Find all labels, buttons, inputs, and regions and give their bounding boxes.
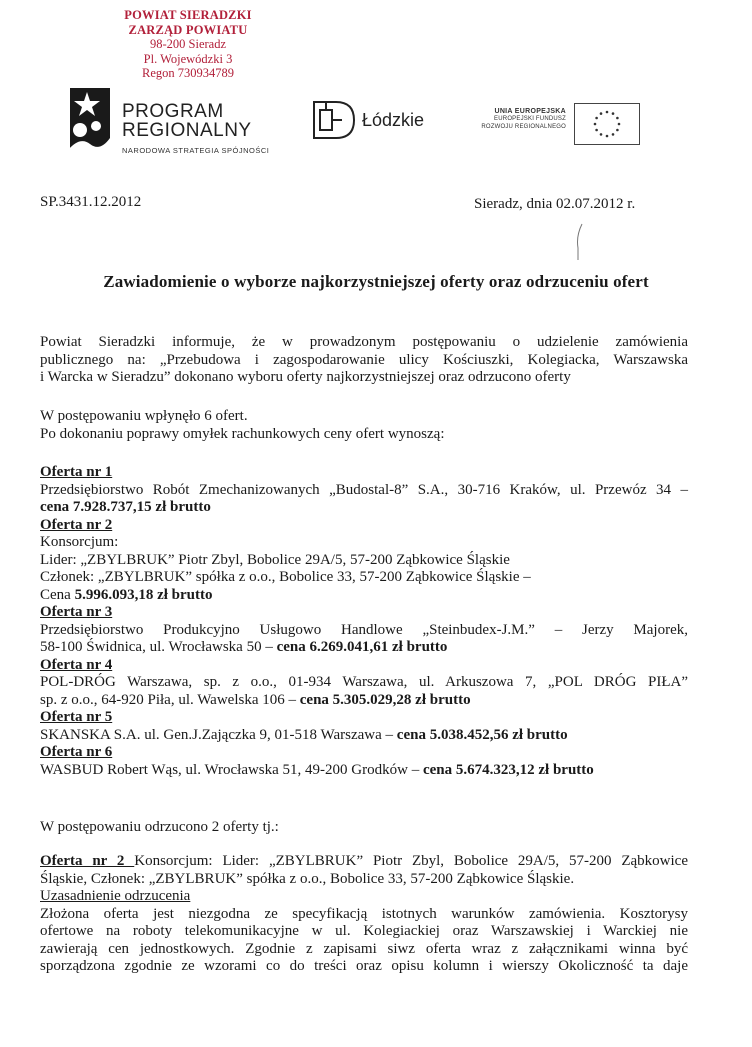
rejection-reason-heading: Uzasadnienie odrzucenia [40, 888, 191, 904]
program-line1: PROGRAM [122, 101, 224, 122]
text-line [40, 587, 688, 605]
text-line: Przedsiębiorstwo Produkcyjno Usługowo Handlowe „Steinbudex-J.M.” – Jerzy Majorek, [40, 621, 688, 638]
offer-heading: Oferta nr 2 [40, 516, 113, 533]
handwritten-mark-icon [574, 222, 584, 262]
rejected-offer-heading: Oferta nr 2 [40, 853, 135, 869]
text-fragment: Konsorcjum: Lider: „ZBYLBRUK” Piotr Zbyl, Bobolice 29A/5, 57-200 Ząbkowice [134, 853, 689, 869]
text-line: sporządzona zgodnie ze wzorami co do treści oraz opisu kolumn i wierszy Okoliczność ta daje [40, 958, 688, 974]
text-line: Po dokonaniu poprawy omyłek rachunkowych ceny ofert wynoszą: [40, 425, 445, 442]
text-fragment: WASBUD Robert Wąs, ul. Wrocławska 51, 49-200 Grodków – [40, 761, 423, 778]
offer-heading: Oferta nr 6 [40, 744, 113, 760]
text-line: POL-DRÓG Warszawa, sp. z o.o., 01-934 Warszawa, ul. Arkuszowa 7, „POL DRÓG PIŁA” [40, 674, 688, 690]
offer-heading: Oferta nr 3 [40, 604, 113, 620]
text-line: W postępowaniu wpłynęło 6 ofert. [40, 408, 248, 424]
text-line: Lider: „ZBYLBRUK” Piotr Zbyl, Bobolice 29A/5, 57-200 Ząbkowice Śląskie [40, 551, 510, 568]
stamp-line: 98-200 Sieradz [149, 37, 227, 51]
offer-price: cena 7.928.737,15 zł brutto [40, 499, 211, 515]
received-paragraph [40, 408, 688, 443]
offer-price: cena 5.305.029,28 zł brutto [299, 691, 471, 708]
offer-price: 5.996.093,18 zł brutto [74, 586, 213, 603]
offer-price: cena 5.038.452,56 zł brutto [396, 726, 568, 743]
text-line: Śląskie, Członek: „ZBYLBRUK” spółka z o.o., Bobolice 33, 57-200 Ząbkowice Śląskie. [40, 870, 575, 887]
text-line: Złożona oferta jest niezgodna ze specyfikacją istotnych warunków zamówienia. Kosztorysy [40, 905, 688, 922]
offer-heading: Oferta nr 5 [40, 709, 113, 725]
text-fragment: 58-100 Świdnica, ul. Wrocławska 50 – [40, 639, 277, 655]
eu-logo [470, 100, 645, 148]
rejected-intro: W postępowaniu odrzucono 2 oferty tj.: [40, 819, 279, 835]
text-fragment: sp. z o.o., 64-920 Piła, ul. Wawelska 106 – [40, 691, 300, 708]
program-regionalny-logo [60, 86, 290, 156]
case-number: SP.3431.12.2012 [40, 194, 142, 210]
eu-line2: EUROPEJSKI FUNDUSZ [494, 116, 566, 122]
text-line [40, 853, 688, 871]
eu-flag-icon [574, 103, 640, 145]
text-line: Członek: „ZBYLBRUK” spółka z o.o., Bobolice 33, 57-200 Ząbkowice Śląskie – [40, 569, 531, 585]
text-line: Przedsiębiorstwo Robót Zmechanizowanych „Budostal-8” S.A., 30-716 Kraków, ul. Przewóz 34 – [40, 481, 688, 498]
program-line3: NARODOWA STRATEGIA SPÓJNOŚCI [122, 146, 270, 155]
stamp-line: POWIAT SIERADZKI [124, 8, 252, 22]
rejected-section [40, 853, 688, 976]
offer-price: cena 6.269.041,61 zł brutto [276, 639, 448, 655]
text-line: Powiat Sieradzki informuje, że w prowadzonym postępowaniu o udzielenie zamówienia [40, 334, 688, 350]
text-fragment: SKANSKA S.A. ul. Gen.J.Zajączka 9, 01-518 Warszawa – [40, 726, 397, 743]
text-line: i Warcka w Sieradzu” dokonano wyboru oferty najkorzystniejszej oraz odrzucono oferty [40, 369, 571, 385]
text-line [40, 762, 688, 780]
text-line: zawierają cen jednostkowych. Zgodnie z zapisami siwz oferta wraz z załącznikami winna być [40, 940, 688, 957]
intro-paragraph [40, 334, 688, 387]
document-title: Zawiadomienie o wyborze najkorzystniejszej oferty oraz odrzuceniu ofert [103, 272, 649, 291]
eu-line3: ROZWOJU REGIONALNEGO [481, 124, 566, 130]
text-line [40, 692, 688, 710]
lodzkie-emblem-icon [312, 100, 356, 140]
text-line: Konsorcjum: [40, 534, 119, 550]
text-line [40, 639, 688, 657]
text-line [40, 727, 688, 745]
offer-heading: Oferta nr 4 [40, 656, 113, 673]
lodzkie-label: Łódzkie [362, 110, 425, 130]
text-line: ofertowe na roboty telekomunikacyjne w ul. Kolegiackiej oraz Warszawskiej i Warckiej nie [40, 923, 688, 939]
stamp-line: Pl. Wojewódzki 3 [143, 51, 233, 66]
text-line: publicznego na: „Przebudowa i zagospodarowanie ulicy Kościuszki, Kolegiacka, Warszawska [40, 351, 688, 368]
offer-heading: Oferta nr 1 [40, 464, 113, 480]
stamp-line: Regon 730934789 [141, 66, 234, 80]
offers-list [40, 464, 688, 779]
office-stamp [98, 8, 278, 81]
lodzkie-logo [312, 100, 442, 140]
offer-price: cena 5.674.323,12 zł brutto [422, 761, 594, 778]
document-date: Sieradz, dnia 02.07.2012 r. [474, 196, 636, 212]
program-logo-icon [60, 86, 116, 156]
text-fragment: Cena [40, 586, 75, 603]
eu-line1: UNIA EUROPEJSKA [494, 108, 566, 115]
stamp-line: ZARZĄD POWIATU [128, 22, 248, 37]
program-line2: REGIONALNY [122, 120, 252, 141]
